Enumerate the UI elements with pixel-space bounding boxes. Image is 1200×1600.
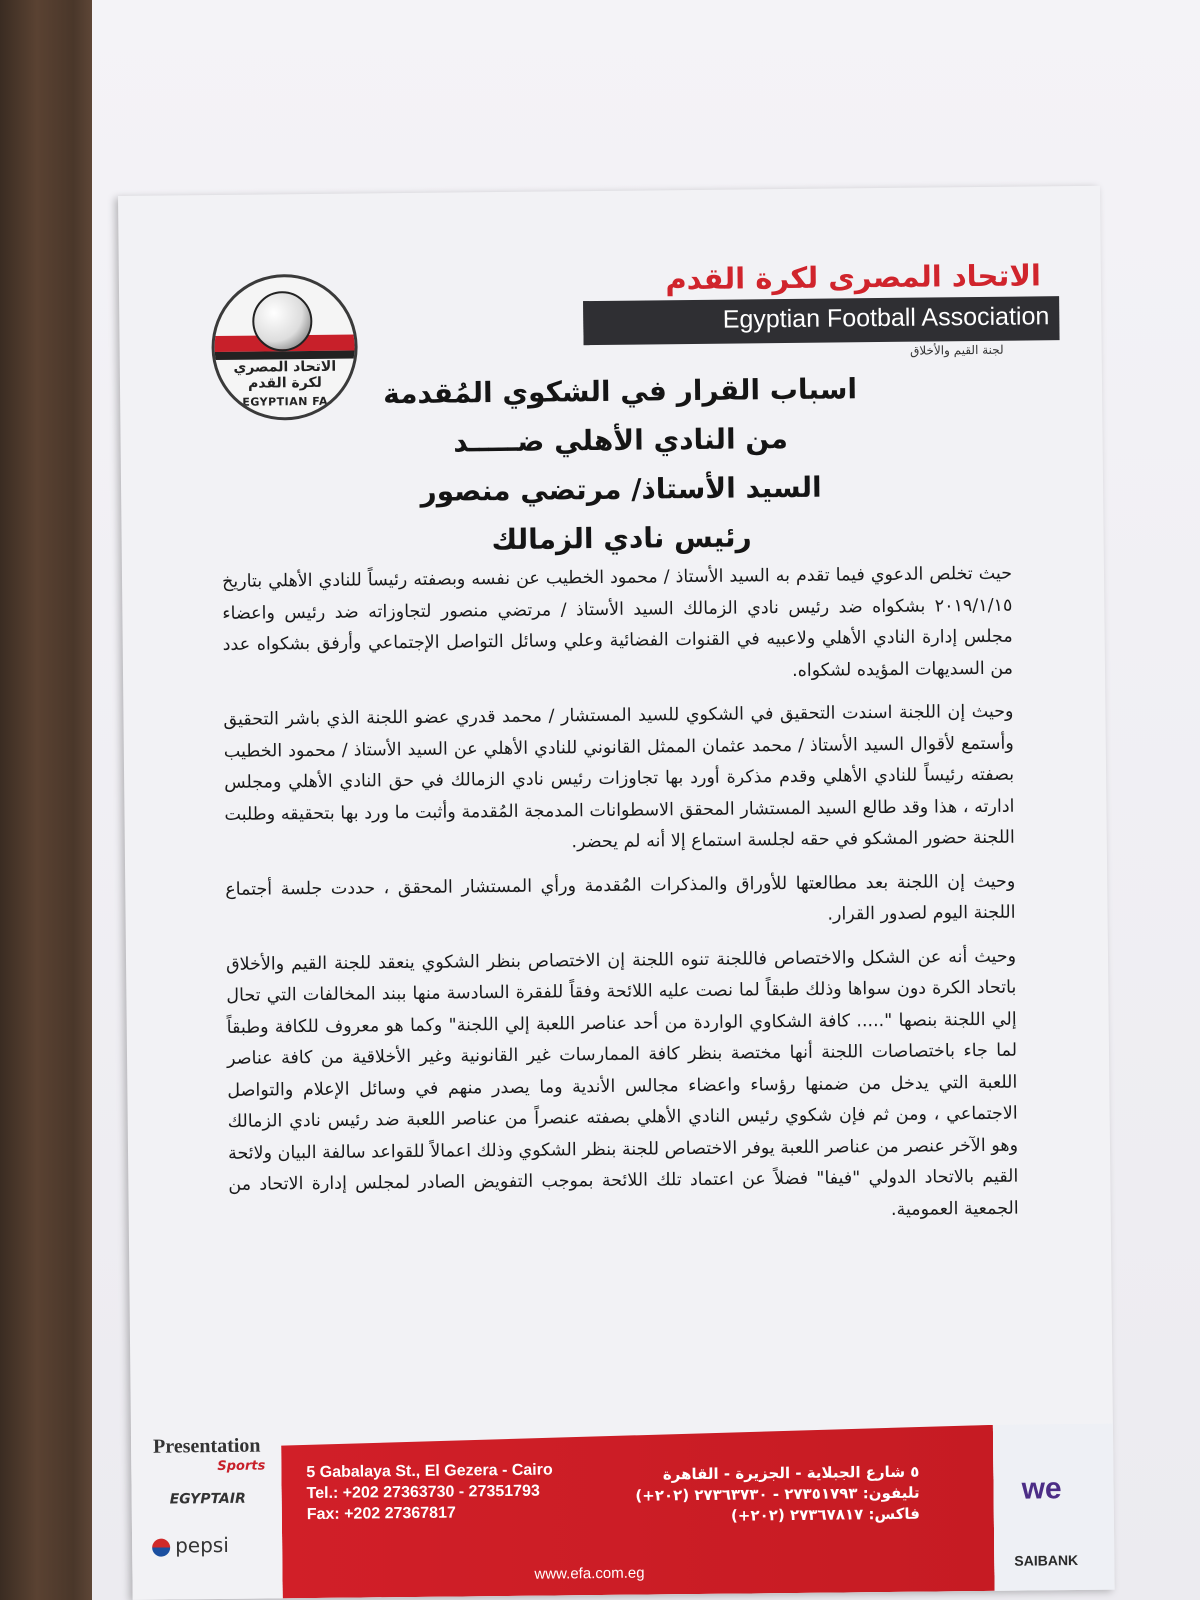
letterhead-footer	[131, 1424, 1115, 1600]
pepsi-logo	[152, 1533, 229, 1558]
title-line-3: السيد الأستاذ/ مرتضي منصور	[420, 470, 822, 508]
address-en-line2: Tel.: +202 27363730 - 27351793	[306, 1482, 540, 1503]
body-paragraph: وحيث إن اللجنة اسندت التحقيق في الشكوي للسيد المستشار / محمد قدري عضو اللجنة الذي باشر التحقيق وأستمع لأقوال السيد الأستاذ / محمد عثمان الممثل القانوني للنادي الأهلي عن السيد الأستاذ / محمود الخطيب بصفته رئيساً للنادي الأهلي وقدم مذكرة أورد بها تجاوزات رئيس نادي الزمالك في حق النادي الأهلي ومجلس ادارته ، هذا وقد طالع السيد المستشار المحقق الاسطوانات المدمجة المُقدمة وأثبت ما ورد بها بتحقيقه وطلبت اللجنة حضور المشكو في حقه لجلسة استماع إلا أنه لم يحضر.	[223, 701, 1015, 853]
address-ar-line2: تليفون: ٢٧٣٥١٧٩٣ - ٢٧٣٦٣٧٣٠ (٢٠٢+)	[635, 1483, 920, 1505]
title-line-2: من النادي الأهلي ضـــــد	[453, 421, 789, 459]
football-icon	[252, 291, 313, 352]
address-en-line1: 5 Gabalaya St., El Gezera - Cairo	[306, 1461, 553, 1482]
egyptair-logo: EGYPTAIR	[169, 1490, 246, 1508]
title-line-1: اسباب القرار في الشكوي المُقدمة	[382, 372, 858, 411]
document-body	[222, 559, 1019, 1245]
pepsi-globe-icon	[152, 1538, 170, 1556]
document-title	[340, 364, 902, 566]
org-name-arabic: الاتحاد المصرى لكرة القدم	[665, 258, 1042, 297]
wooden-desk-background	[0, 0, 105, 1600]
department-name: لجنة القيم والأخلاق	[909, 342, 1004, 358]
logo-arabic-line1: الاتحاد المصري	[233, 358, 337, 376]
address-ar-line1: ٥ شارع الجبلاية - الجزيرة - القاهرة	[662, 1462, 920, 1484]
sports-logo-text: Sports	[217, 1458, 266, 1475]
address-ar-line3: فاكس: ٢٧٣٦٧٨١٧ (٢٠٢+)	[730, 1504, 920, 1525]
address-en-line3: Fax: +202 27367817	[306, 1504, 456, 1524]
letter-document	[118, 186, 1115, 1600]
org-name-band	[583, 296, 1059, 345]
we-logo: we	[1021, 1472, 1062, 1506]
saibank-logo: SAIBANK	[1014, 1552, 1079, 1569]
sponsor-logos-left	[131, 1432, 283, 1600]
org-name-english: Egyptian Football Association	[722, 302, 1050, 334]
presentation-logo: Presentation	[152, 1434, 261, 1458]
efa-logo-icon	[211, 274, 359, 422]
logo-english-text: EGYPTIAN FA	[242, 394, 329, 409]
body-paragraph: حيث تخلص الدعوي فيما تقدم به السيد الأستاذ / محمود الخطيب عن نفسه وبصفته رئيساً للنادي الأهلي بتاريخ ٢٠١٩/١/١٥ بشكواه ضد رئيس نادي الزمالك السيد الأستاذ / مرتضي منصور لتجاوزاته ضد رئيس واعضاء مجلس إدارة النادي الأهلي ولاعبيه في القنوات الفضائية وعلي وسائل التواصل الإجتماعي وأرفق بشكواه عدد من السديهات المؤيده لشكواه.	[221, 563, 1014, 681]
body-paragraph: وحيث أنه عن الشكل والاختصاص فاللجنة تنوه اللجنة إن الاختصاص بنظر الشكوي ينعقد للجنة القيم والأخلاق باتحاد الكرة دون سواها وذلك طبقاً لما نصت عليه اللائحة وفقاً للفقرة السادسة منها ببند المخالفات التي تحال إلي اللجنة بنصها "..... كافة الشكاوي الواردة من أحد عناصر اللعبة إلي اللجنة" وكما هو معروف للكافة وطبقاً لما جاء باختصاصات اللجنة أنها مختصة بنظر كافة الممارسات غير القانونية وغير الأخلاقية من كافة عناصر اللعبة التي يدخل من ضمنها رؤساء واعضاء مجالس الأندية وما يصدر منهم في وسائل الإعلام والتواصل الاجتماعي ، ومن ثم فإن شكوي رئيس النادي الأهلي بصفته عنصراً من عناصر اللعبة ضد رئيس نادي الزمالك وهو الآخر عنصر من عناصر اللعبة يوفر الاختصاص للجنة بنظر الشكوي وذلك اعمالاً للقواعد سالفة البيان ولائحة القيم بالاتحاد الدولي "فيفا" فضلاً عن اعتماد تلك اللائحة بموجب التفويض الصادر لمجلس إدارة الاتحاد من الجمعية العمومية.	[225, 946, 1019, 1220]
pepsi-text: pepsi	[175, 1532, 229, 1558]
address-arabic	[609, 1462, 920, 1528]
title-line-4: رئيس نادي الزمالك	[491, 520, 752, 557]
sponsor-logos-right	[993, 1424, 1115, 1591]
address-english	[306, 1460, 553, 1526]
logo-arabic-line2: لكرة القدم	[248, 374, 322, 392]
body-paragraph: وحيث إن اللجنة بعد مطالعتها للأوراق والمذكرات المُقدمة ورأي المستشار المحقق ، حددت جلسة أجتماع اللجنة اليوم لصدور القرار.	[225, 871, 1016, 925]
website-url: www.efa.com.eg	[534, 1564, 645, 1583]
